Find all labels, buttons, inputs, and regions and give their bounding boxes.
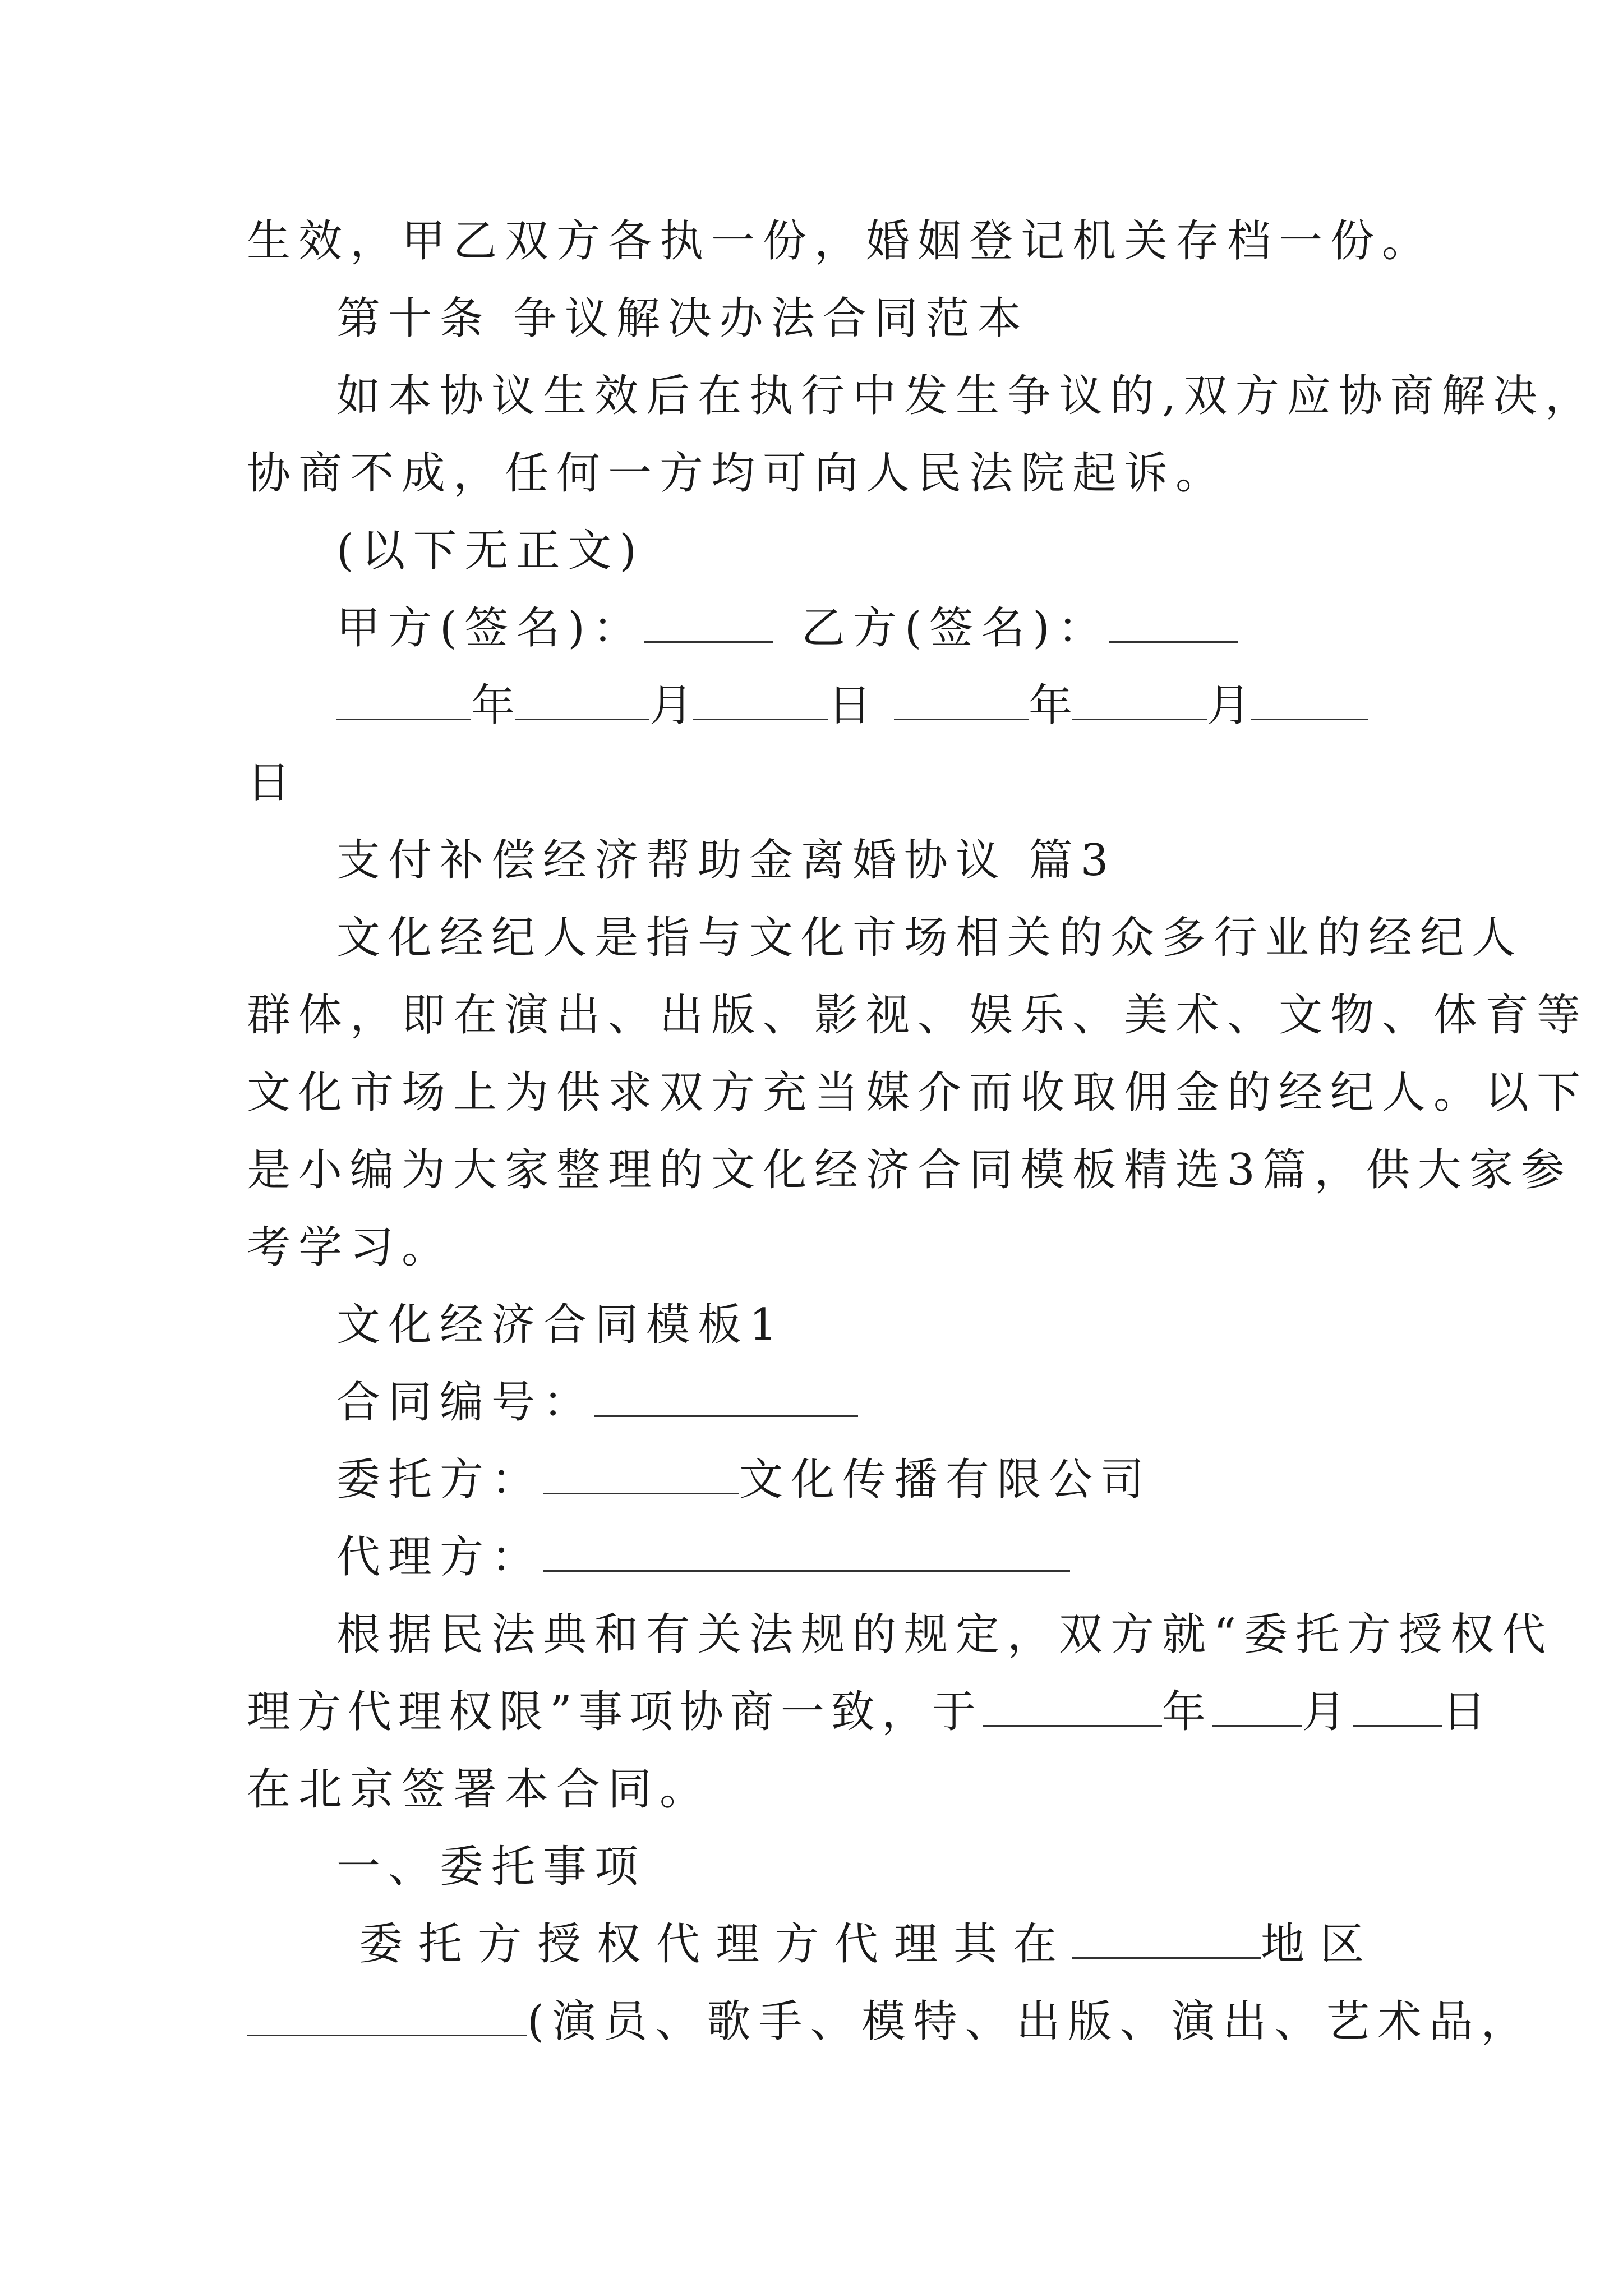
date-line: [336, 678, 1492, 734]
section-heading: 第十条 争议解决办法合同范本: [336, 293, 1029, 344]
principal-label: 委托方：: [336, 1455, 543, 1505]
text-line: 在北京签署本合同。: [247, 1764, 712, 1815]
text-line: 考学习。: [247, 1222, 454, 1273]
year-blank-2: [894, 679, 1029, 720]
scope-blank: [247, 1995, 527, 2036]
principal-company: 文化传播有限公司: [739, 1455, 1152, 1505]
month-label-2: 月: [1207, 680, 1251, 731]
text-line: 文化市场上为供求双方充当媒介而收取佣金的经纪人。以下: [247, 1068, 1589, 1118]
section-heading: 一、委托事项: [336, 1842, 647, 1892]
text-line: 是小编为大家整理的文化经济合同模板精选3篇，供大家参: [247, 1145, 1573, 1195]
party-b-blank: [1109, 602, 1238, 643]
section-heading: 文化经济合同模板1: [336, 1300, 785, 1350]
text-line: 文化经纪人是指与文化市场相关的众多行业的经纪人: [336, 913, 1524, 963]
party-a-blank: [644, 602, 773, 643]
section-heading: 支付补偿经济帮助金离婚协议 篇3: [336, 835, 1117, 886]
text-line: 日: [247, 758, 299, 808]
agent-label: 代理方：: [336, 1532, 543, 1582]
year-blank: [336, 679, 471, 720]
month-blank-2: [1072, 679, 1207, 720]
text-line: 生效，甲乙双方各执一份，婚姻登记机关存档一份。: [247, 216, 1434, 266]
year-label-2: 年: [1029, 680, 1073, 731]
contract-number-label: 合同编号：: [336, 1377, 595, 1428]
party-b-label: 乙方(签名)：: [801, 603, 1109, 654]
text-segment: 理方代理权限”事项协商一致，于: [247, 1687, 983, 1737]
sign-day-blank: [1353, 1686, 1442, 1727]
text-line: 群体，即在演出、出版、影视、娱乐、美术、文物、体育等: [247, 990, 1589, 1041]
delegation-scope-line: [247, 1994, 1533, 2050]
day-blank-2: [1251, 679, 1368, 720]
sign-month-label: 月: [1302, 1687, 1353, 1737]
day-blank: [693, 679, 828, 720]
sign-date-line: [247, 1684, 1493, 1740]
agent-blank: [543, 1531, 1070, 1572]
principal-blank: [543, 1453, 739, 1494]
year-label: 年: [471, 680, 515, 731]
text-line: 协商不成，任何一方均可向人民法院起诉。: [247, 448, 1228, 499]
sign-year-blank: [983, 1686, 1162, 1727]
delegation-line: [359, 1916, 1380, 1972]
text-line: 如本协议生效后在执行中发生争议的,双方应协商解决，: [336, 371, 1597, 421]
text-line: (以下无正文): [336, 526, 644, 576]
text-segment: (演员、歌手、模特、出版、演出、艺术品，: [527, 1996, 1533, 2047]
contract-number-blank: [594, 1376, 858, 1417]
month-label: 月: [649, 680, 694, 731]
party-a-label: 甲方(签名)：: [336, 603, 644, 654]
day-label: 日: [828, 680, 872, 731]
text-line: 根据民法典和有关法规的规定，双方就“委托方授权代: [336, 1609, 1553, 1660]
contract-number-line: [336, 1374, 1492, 1430]
agent-line: [336, 1529, 1492, 1585]
month-blank: [515, 679, 649, 720]
text-segment: 委托方授权代理方代理其在: [359, 1919, 1073, 1970]
sign-day-label: 日: [1442, 1687, 1493, 1737]
region-blank: [1072, 1918, 1261, 1959]
principal-line: [336, 1452, 1492, 1508]
sign-month-blank: [1212, 1686, 1302, 1727]
sign-year-label: 年: [1161, 1687, 1212, 1737]
text-segment: 地区: [1260, 1919, 1380, 1970]
signature-line: [336, 600, 1492, 656]
